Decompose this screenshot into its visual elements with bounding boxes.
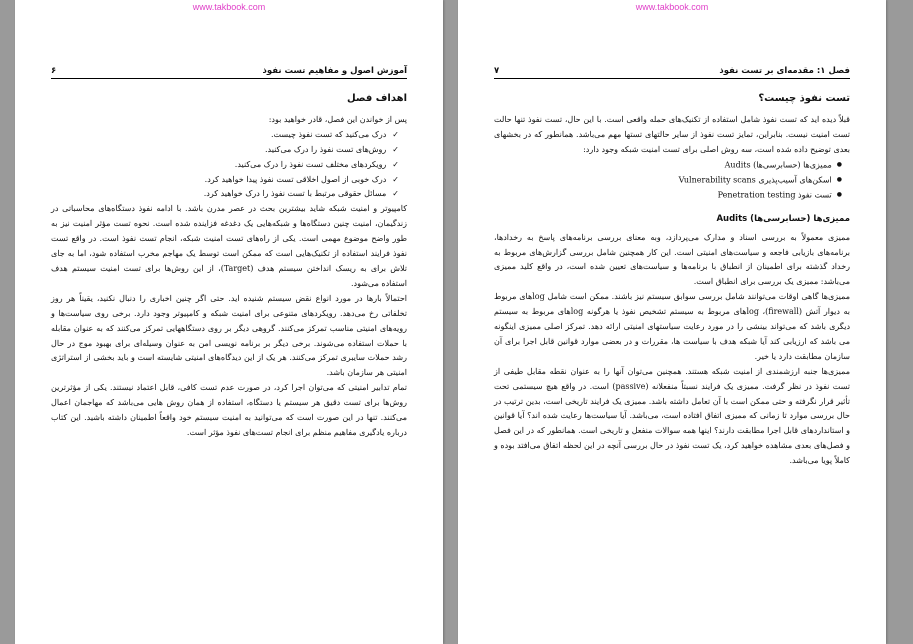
objective-item: ✓ رویکردهای مختلف تست نفوذ را درک می‌کنید.: [51, 158, 399, 173]
paragraph: کامپیوتر و امنیت شبکه شاید بیشترین بحث در عصر مدرن باشد. با ادامه نفوذ دستگاه‌های محاسباتی در زندگیمان، امنیت چنین دستگاه‌ها و شبکه‌هایی یک دغدغه فزاینده شده است. نحوه تست مؤثر امنیت نیز به طور واضح موضوع مهمی است. یکی از راه‌های تست امنیت شبکه، انجام تست نفوذ است. در واقع تست نفوذ فرایند استفاده از تکنیک‌هایی است که ممکن است توسط یک مهاجم مخرب استفاده شود، اما به جای تلاش برای به ریسک انداختن سیستم هدف (Target)، از این روش‌ها برای تست امنیت سیستم هدف استفاده می‌شود.: [51, 204, 407, 288]
page-number: ۷: [494, 66, 500, 76]
method-item: ● اسکن‌های آسیب‌پذیری Vulnerability scans: [494, 173, 842, 188]
intro-text: پس از خواندن این فصل، قادر خواهید بود:: [268, 114, 407, 124]
watermark: www.takbook.com: [192, 2, 266, 12]
paragraph: تمام تدابیر امنیتی که می‌توان اجرا کرد، در صورت عدم تست کافی، قابل اعتماد نیستند. یکی از مؤثرترین روش‌ها برای تست دقیق هر سیستم یا دستگاه، استفاده از همان روش هایی می‌باشد که مهاجمان اعمال می‌کنند. تنها در این صورت است که می‌توانید به امنیت سیستم خود واقعاً اطمینان داشته باشید. این کتاب درباره یادگیری مفاهیم منظم برای انجام تست‌های نفوذ مؤثر است.: [51, 383, 407, 437]
paragraph: قبلاً دیده اید که تست نفوذ شامل استفاده از تکنیک‌های حمله واقعی است. با این حال، تست نفوذ تنها حالت تست امنیت نیست. بنابراین، تمایز تست نفوذ از سایر حالتهای تستها مهم می‌باشد. همانطور که در بخشهای بعدی توضیح داده شده است، سه روش اصلی برای تست امنیت شبکه وجود دارد:: [494, 114, 850, 154]
method-item: ● تست نفوذ Penetration testing: [494, 188, 842, 203]
objectives-list: [51, 128, 407, 203]
running-header: [51, 64, 407, 79]
header-title: آموزش اصول و مفاهیم تست نفوذ: [262, 66, 407, 76]
method-item: ● ممیزی‌ها (حسابرسی‌ها) Audits: [494, 158, 842, 173]
section-title: تست نفوذ چیست؟: [758, 93, 850, 104]
objective-item: ✓ درک می‌کنید که تست نفوذ چیست.: [51, 128, 399, 143]
paragraph: ممیزی معمولاً به بررسی اسناد و مدارک می‌پردازد، وبه معنای بررسی برنامه‌های پاسخ به رخدادها، برنامه‌های بازیابی فاجعه و سیاست‌های امنیتی است. این کار همچنین شامل بررسی گزارش‌های مربوط به رخداد گذشته برای اطمینان از انطباق با برنامه‌ها و سیاست‌های تعیین شده است، در واقع کلید ممیزی می‌باشد: ممیزی یک بررسی برای انطباق است.: [494, 232, 850, 287]
page-number: ۶: [51, 66, 57, 76]
watermark: www.takbook.com: [635, 2, 709, 12]
methods-list: [494, 158, 850, 204]
objective-item: ✓ روش‌های تست نفوذ را درک می‌کنید.: [51, 143, 399, 158]
header-title: فصل ۱: مقدمه‌ای بر تست نفوذ: [719, 66, 850, 76]
paragraph: ممیزی‌ها گاهی اوقات می‌توانند شامل بررسی سوابق سیستم نیز باشند. ممکن است شامل logهای مربوط به دیوار آتش (firewall)، logهای مربوط به سیستم تشخیص نفوذ یا هرگونه logهای مربوط به سیستم دیگری باشد که می‌تواند بینشی را در مورد رعایت سیاستهای امنیتی ارائه دهد. تمرکز اصلی ممیزی اینگونه می باشد که ارزیابی کند آیا شبکه هدف با سیاست ها، مقررات و در بعضی موارد قوانین قابل اجرا برای آن سازمان مطابقت دارد یا خیر.: [494, 292, 851, 361]
objective-item: ✓ درک خوبی از اصول اخلاقی تست نفوذ پیدا خواهید کرد.: [51, 173, 399, 188]
page-content: [494, 92, 850, 469]
section-title: اهداف فصل: [347, 93, 407, 104]
left-page: [15, 0, 443, 644]
right-page: [458, 0, 886, 644]
running-header: [494, 64, 850, 79]
paragraph: ممیزی‌ها جنبه ارزشمندی از امنیت شبکه هستند. همچنین می‌توان آنها را به عنوان نقطه مقابل طیفی از تست نفوذ در نظر گرفت. ممیزی یک فرایند نسبتاً منفعلانه (passive) است. در واقع هیچ سیستمی تحت تأثیر قرار نگرفته و حتی ممکن است با آن تعامل داشته باشد. ممیزی یک فرایند تاریخی است، بدین ترتیب در حال بررسی موارد تا زمانی که ممیزی اتفاق افتاده است، می‌باشد. آیا سیاست‌ها رعایت شده اند؟ آیا قوانین و استانداردهای قابل اجرا مطابقت دارند؟ اینها همه سوالات منفعل و تاریخی است. همانطور که در این فصل و فصل‌های بعدی مشاهده خواهید کرد، یک تست نفوذ در حال بررسی آنچه در این لحظه اتفاق می‌افتد بوده و کاملاً پویا می‌باشد.: [494, 366, 850, 466]
page-content: [51, 92, 407, 441]
paragraph: احتمالاً بارها در مورد انواع نقض سیستم شنیده اید. حتی اگر چنین اخباری را دنبال نکنید، یقیناً هر روز تخلفاتی رخ می‌دهد. رویکردهای متنوعی برای امنیت شبکه و کامپیوتر وجود دارد. برخی روی سیاست‌ها و رویه‌های امنیتی مناسب تمرکز می‌کنند. گروهی دیگر بر روی دستگاههایی تمرکز می‌کنند که به عنوان مقابله با حملات استفاده می‌شوند. برخی دیگر بر برنامه نویسی امن به عنوان وسیله‌ای برای بهبود موج در حال رشد حملات سایبری تمرکز می‌کنند. هر یک از این دیدگاه‌های امنیتی شایسته است و باید بخشی از استراتژی امنیتی هر سازمان باشد.: [51, 293, 408, 378]
objective-item: ✓ مسائل حقوقی مرتبط با تست نفوذ را درک خواهید کرد.: [51, 187, 399, 202]
subsection-title: ممیزی‌ها (حسابرسی‌ها) Audits: [716, 213, 850, 224]
